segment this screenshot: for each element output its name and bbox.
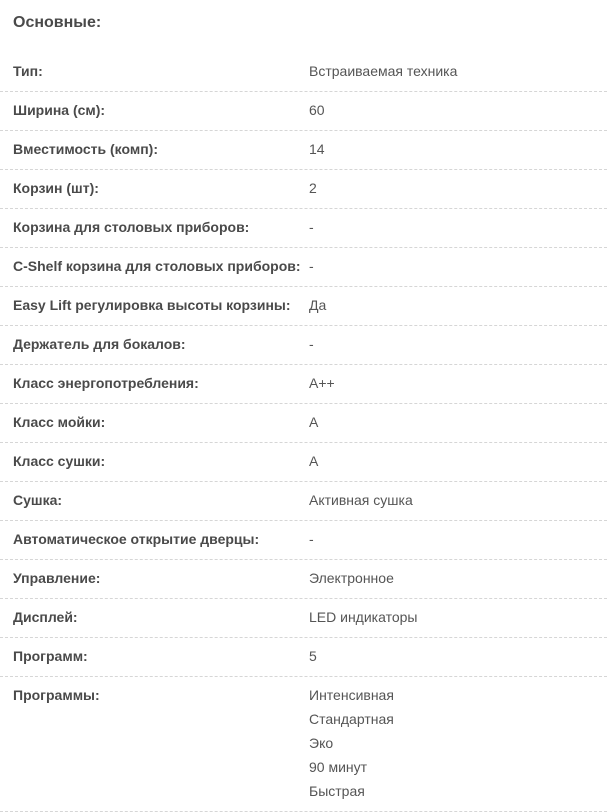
spec-row: [0, 677, 607, 812]
spec-value-line: Да: [309, 297, 327, 313]
spec-label: Тип:: [13, 63, 43, 79]
spec-value: [309, 410, 607, 434]
spec-row: [0, 482, 607, 521]
spec-label: Программ:: [13, 648, 88, 664]
spec-label: Дисплей:: [13, 609, 78, 625]
spec-value-line: Быстрая: [309, 783, 365, 799]
spec-row: [0, 443, 607, 482]
spec-value-line: -: [309, 531, 314, 547]
spec-label: C-Shelf корзина для столовых приборов:: [13, 258, 301, 274]
spec-label: Управление:: [13, 570, 101, 586]
spec-row: [0, 131, 607, 170]
spec-value-line: A++: [309, 375, 335, 391]
spec-row: [0, 365, 607, 404]
spec-value-line: 60: [309, 102, 325, 118]
spec-value-line: Эко: [309, 735, 334, 751]
spec-label: Программы:: [13, 687, 100, 703]
spec-value: [309, 566, 607, 590]
spec-value-line: 2: [309, 180, 317, 196]
spec-row: [0, 248, 607, 287]
spec-value: [309, 371, 607, 395]
spec-value-line: Стандартная: [309, 711, 394, 727]
spec-value-line: 90 минут: [309, 759, 368, 775]
spec-label: Easy Lift регулировка высоты корзины:: [13, 297, 291, 313]
spec-label: Класс мойки:: [13, 414, 106, 430]
spec-value: [309, 215, 607, 239]
spec-row: [0, 53, 607, 92]
spec-row: [0, 599, 607, 638]
spec-value-line: 5: [309, 648, 317, 664]
spec-value-line: A: [309, 453, 319, 469]
spec-label: Держатель для бокалов:: [13, 336, 186, 352]
spec-row: [0, 560, 607, 599]
spec-value: [309, 644, 607, 668]
spec-value: [309, 98, 607, 122]
spec-row: [0, 638, 607, 677]
spec-label: Сушка:: [13, 492, 63, 508]
spec-value: [309, 488, 607, 512]
spec-row: [0, 404, 607, 443]
specs-table: [0, 53, 607, 812]
spec-label: Класс сушки:: [13, 453, 106, 469]
spec-value-line: A: [309, 414, 319, 430]
spec-label: Корзин (шт):: [13, 180, 99, 196]
spec-label: Корзина для столовых приборов:: [13, 219, 250, 235]
spec-value: [309, 137, 607, 161]
spec-label: Класс энергопотребления:: [13, 375, 199, 391]
spec-value-line: -: [309, 336, 314, 352]
spec-row: [0, 170, 607, 209]
spec-value-line: -: [309, 258, 314, 274]
spec-value-line: Интенсивная: [309, 687, 394, 703]
spec-row: [0, 521, 607, 560]
spec-label: Вместимость (комп):: [13, 141, 158, 157]
spec-value: [309, 449, 607, 473]
spec-value-line: LED индикаторы: [309, 609, 418, 625]
spec-value: [309, 332, 607, 356]
spec-value: [309, 527, 607, 551]
spec-value: [309, 176, 607, 200]
section-title: Основные:: [13, 14, 102, 31]
spec-label: Автоматическое открытие дверцы:: [13, 531, 260, 547]
spec-row: [0, 287, 607, 326]
spec-value: [309, 59, 607, 83]
spec-label: Ширина (см):: [13, 102, 106, 118]
spec-value-line: 14: [309, 141, 325, 157]
spec-value-line: Электронное: [309, 570, 394, 586]
spec-row: [0, 92, 607, 131]
spec-value: [309, 293, 607, 317]
spec-row: [0, 209, 607, 248]
spec-value-line: Активная сушка: [309, 492, 413, 508]
spec-row: [0, 326, 607, 365]
spec-value-line: -: [309, 219, 314, 235]
spec-value: [309, 254, 607, 278]
spec-value: [309, 605, 607, 629]
spec-value-line: Встраиваемая техника: [309, 63, 458, 79]
spec-value: [309, 683, 607, 803]
